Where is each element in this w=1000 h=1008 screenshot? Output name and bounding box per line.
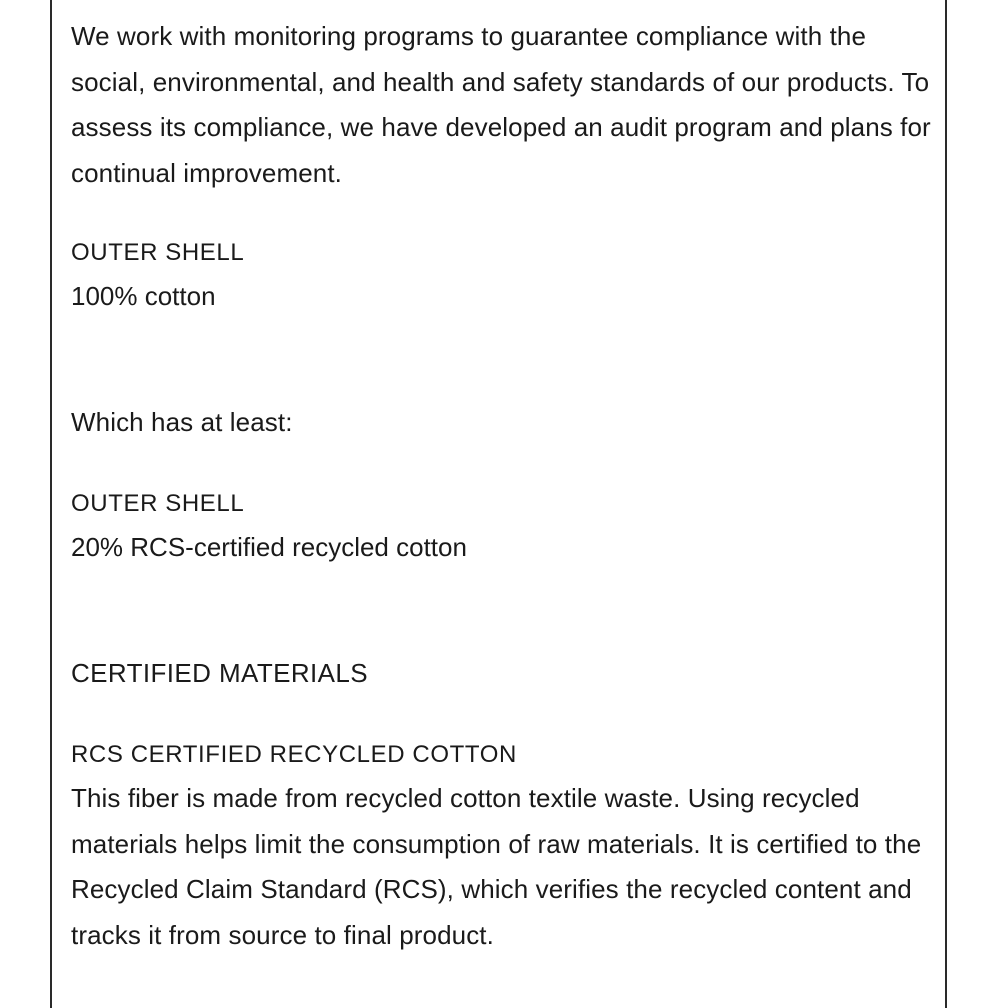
- recycled-outer-shell-composition: 20% RCS-certified recycled cotton: [71, 531, 467, 562]
- compliance-intro-text: We work with monitoring programs to guarantee compliance with the social, environmental, and health and safety standards of our products. To assess its compliance, we have developed an audit program and plans for continual improvement.: [71, 21, 931, 188]
- rcs-cotton-description: This fiber is made from recycled cotton textile waste. Using recycled materials helps limit the consumption of raw materials. It is certified to the Recycled Claim Standard (RCS), which verifies the recycled content and tracks it from source to final product.: [71, 782, 922, 950]
- composition-care-section: [71, 14, 931, 958]
- outer-shell-label: OUTER SHELL: [71, 239, 245, 267]
- certified-materials-heading: CERTIFIED MATERIALS: [71, 657, 369, 688]
- rcs-cotton-title: RCS CERTIFIED RECYCLED COTTON: [71, 740, 517, 768]
- outer-shell-composition: 100% cotton: [71, 281, 216, 312]
- recycled-outer-shell-label: OUTER SHELL: [71, 489, 245, 517]
- at-least-text: Which has at least:: [71, 407, 293, 438]
